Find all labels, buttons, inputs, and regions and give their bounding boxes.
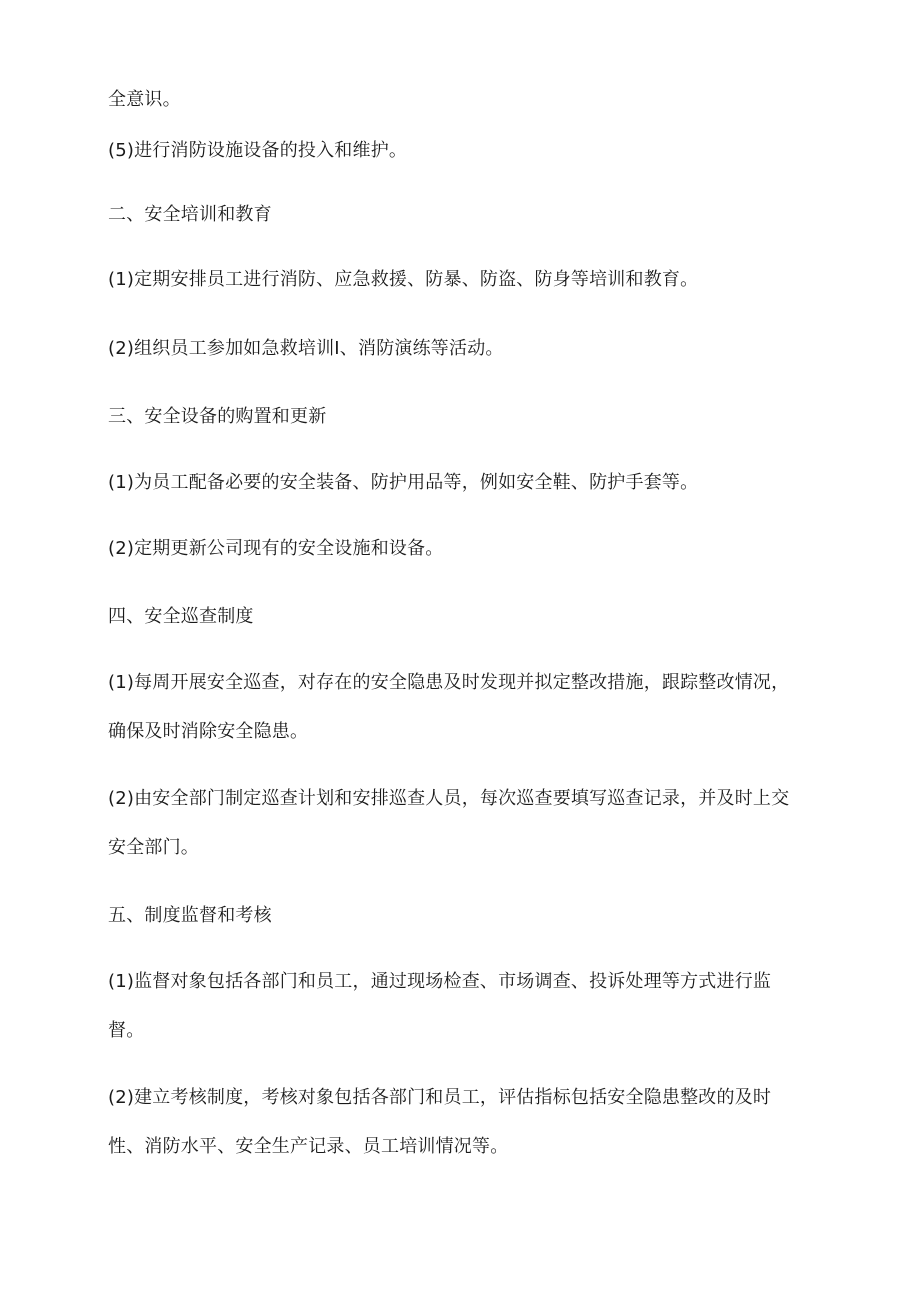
list-item: (5)进行消防设施设备的投入和维护。 bbox=[108, 140, 408, 161]
list-item-continuation: 督。 bbox=[108, 1020, 145, 1041]
list-item: (2)建立考核制度，考核对象包括各部门和员工，评估指标包括安全隐患整改的及时 bbox=[108, 1087, 772, 1108]
section-heading: 四、安全巡查制度 bbox=[108, 606, 254, 627]
list-item-continuation: 安全部门。 bbox=[108, 837, 199, 858]
list-item: (1)为员工配备必要的安全装备、防护用品等，例如安全鞋、防护手套等。 bbox=[108, 472, 699, 493]
list-item: (1)定期安排员工进行消防、应急救援、防暴、防盗、防身等培训和教育。 bbox=[108, 269, 699, 290]
section-heading: 五、制度监督和考核 bbox=[108, 905, 272, 926]
list-item: (2)由安全部门制定巡查计划和安排巡查人员，每次巡查要填写巡查记录，并及时上交 bbox=[108, 788, 790, 809]
list-item: (2)组织员工参加如急救培训I、消防演练等活动。 bbox=[108, 338, 504, 359]
list-item-continuation: 确保及时消除安全隐患。 bbox=[108, 721, 309, 742]
section-heading: 二、安全培训和教育 bbox=[108, 204, 272, 225]
list-item: (1)监督对象包括各部门和员工，通过现场检查、市场调查、投诉处理等方式进行监 bbox=[108, 971, 772, 992]
section-heading: 三、安全设备的购置和更新 bbox=[108, 406, 327, 427]
list-item: (2)定期更新公司现有的安全设施和设备。 bbox=[108, 538, 444, 559]
list-item: (1)每周开展安全巡查，对存在的安全隐患及时发现并拟定整改措施，跟踪整改情况， bbox=[108, 672, 790, 693]
list-item-continuation: 性、消防水平、安全生产记录、员工培训情况等。 bbox=[108, 1136, 509, 1157]
paragraph-line: 全意识。 bbox=[108, 89, 181, 110]
